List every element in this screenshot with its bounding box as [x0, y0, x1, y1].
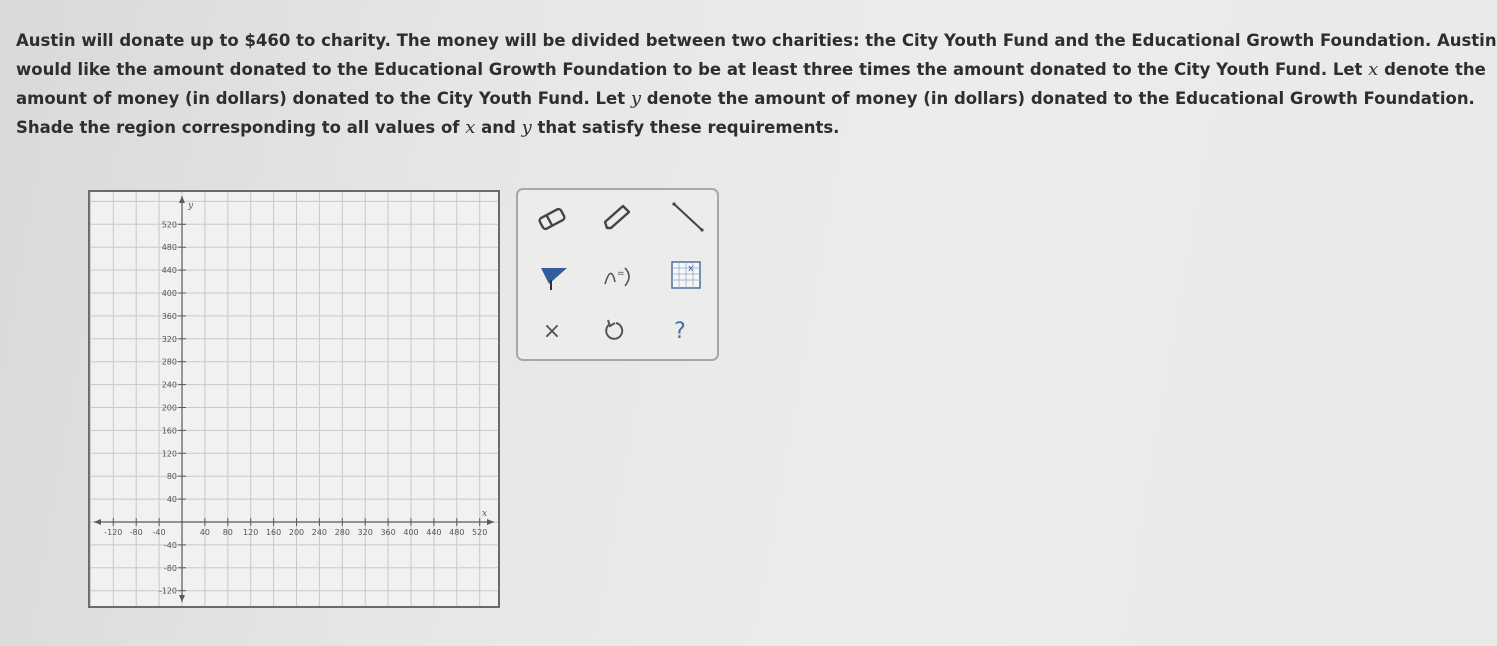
y-tick-label: 400 [161, 289, 177, 298]
variable-x: x [1368, 59, 1379, 80]
y-tick-label: 40 [166, 495, 177, 505]
problem-line-4: Shade the region corresponding to all values of x and y that satisfy these requirements. [16, 117, 840, 138]
x-tick-label: 280 [334, 528, 350, 537]
pencil-tool[interactable] [594, 200, 638, 234]
problem-line-3: amount of money (in dollars) donated to the City Youth Fund. Let y denote the amount of money (in dollars) donated to the Educational Growth Foundation. [16, 88, 1475, 109]
y-tick-label: -120 [158, 586, 177, 596]
y-axis-arrow [179, 196, 185, 203]
variable-x: x [465, 117, 476, 138]
y-axis-arrow-down [179, 595, 185, 602]
x-tick-label: 240 [311, 528, 328, 537]
y-tick-label: 520 [161, 220, 177, 230]
x-tick-label: 520 [472, 528, 488, 537]
variable-y: y [521, 117, 532, 138]
y-tick-label: 80 [166, 472, 177, 482]
x-tick-label: 400 [403, 528, 419, 537]
y-tick-label: 480 [161, 243, 177, 253]
x-axis-label: x [482, 509, 488, 519]
x-tick-label: 360 [380, 528, 396, 537]
x-tick-label: 320 [357, 528, 373, 537]
y-tick-label: 160 [161, 426, 177, 436]
x-tick-label: -40 [152, 528, 166, 537]
x-tick-label: -80 [129, 528, 143, 537]
graph-toolbar [516, 188, 719, 361]
help-button[interactable] [658, 314, 702, 348]
svg-text:x: x [688, 264, 694, 274]
y-tick-label: -80 [163, 563, 177, 573]
y-axis-label: y [188, 201, 194, 211]
variable-y: y [630, 88, 642, 109]
graph-paper-icon [669, 259, 703, 291]
fill-region-icon [537, 262, 571, 292]
y-tick-label: 440 [161, 266, 177, 276]
problem-statement [16, 26, 1497, 142]
x-axis-arrow-left [94, 519, 101, 525]
x-tick-label: 480 [449, 528, 465, 537]
curve-tool-icon [601, 260, 635, 290]
y-tick-label: 320 [161, 334, 177, 344]
undo-icon [603, 318, 629, 344]
eraser-icon [535, 206, 569, 232]
clear-button[interactable] [530, 314, 574, 348]
problem-line-2: would like the amount donated to the Educational Growth Foundation to be at least three times the amount donated to the City Youth Fund. Let x denote the [16, 59, 1486, 80]
x-tick-label: 120 [243, 528, 259, 537]
x-tick-label: -120 [104, 528, 123, 537]
curve-tool[interactable] [596, 258, 640, 292]
x-tick-label: 40 [199, 528, 210, 537]
x-tick-label: 440 [426, 528, 442, 537]
help-icon: ? [674, 318, 686, 344]
x-tick-label: 200 [288, 528, 305, 537]
fill-region-tool[interactable] [532, 260, 576, 294]
x-axis-arrow [487, 519, 494, 525]
coordinate-grid[interactable] [90, 192, 498, 606]
y-tick-label: 200 [161, 403, 177, 413]
y-tick-label: -40 [163, 540, 177, 550]
graphing-area[interactable] [88, 190, 500, 608]
y-tick-label: 120 [161, 449, 177, 459]
svg-text:=: = [617, 269, 625, 279]
clear-icon: × [542, 318, 562, 344]
y-tick-label: 240 [161, 380, 177, 390]
graph-paper-tool[interactable] [664, 258, 708, 292]
x-tick-label: 160 [265, 528, 282, 537]
undo-button[interactable] [594, 314, 638, 348]
problem-line-1: Austin will donate up to $460 to charity. The money will be divided between two charities: the City Youth Fund and the Educational Growth Foundation. Austin [16, 31, 1497, 50]
line-segment-icon [668, 200, 708, 234]
x-tick-label: 80 [222, 528, 233, 537]
pencil-icon [599, 202, 633, 232]
line-segment-tool[interactable] [666, 200, 710, 234]
y-tick-label: 360 [161, 311, 177, 321]
eraser-tool[interactable] [530, 202, 574, 236]
y-tick-label: 280 [161, 357, 177, 367]
